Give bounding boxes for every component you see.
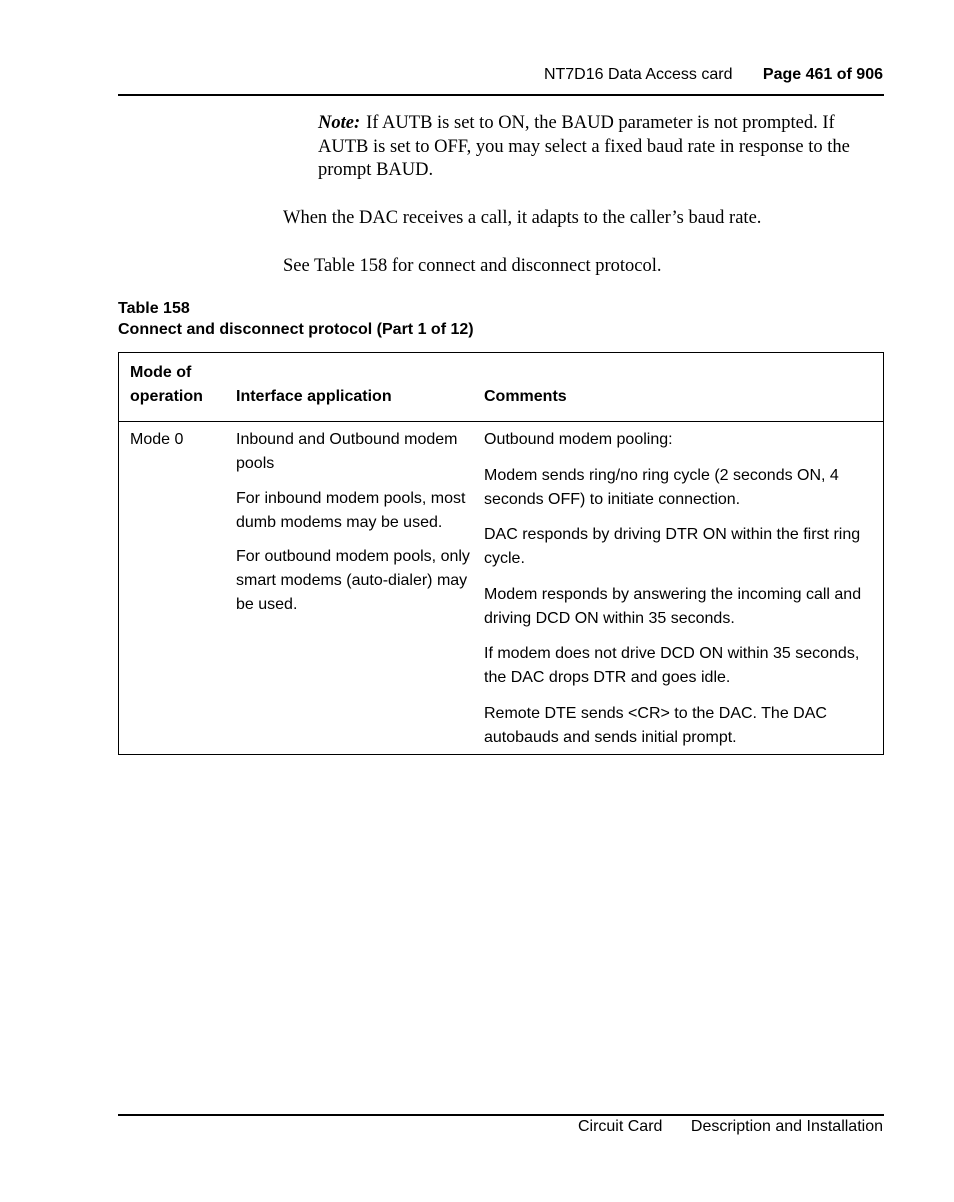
footer-divider bbox=[118, 1114, 884, 1116]
protocol-table bbox=[118, 352, 884, 755]
header-interface-application: Interface application bbox=[236, 388, 392, 405]
body-paragraph: See Table 158 for connect and disconnect protocol. bbox=[283, 256, 662, 276]
comment-paragraph: Remote DTE sends <CR> to the DAC. The DAC autobauds and sends initial prompt. bbox=[484, 704, 827, 746]
comment-paragraph: DAC responds by driving DTR ON within the first ring cycle. bbox=[484, 526, 861, 567]
table-caption bbox=[118, 298, 474, 340]
cell-mode bbox=[130, 428, 230, 463]
comment-paragraph: Modem sends ring/no ring cycle (2 seconds ON, 4 seconds OFF) to initiate connection. bbox=[484, 466, 839, 508]
header-mode-line2: operation bbox=[130, 388, 203, 405]
note-label: Note: bbox=[318, 113, 361, 133]
note-block bbox=[318, 112, 888, 183]
interface-paragraph: Inbound and Outbound modem pools bbox=[236, 431, 458, 472]
comment-paragraph: If modem does not drive DCD ON within 35 seconds, the DAC drops DTR and goes idle. bbox=[484, 645, 860, 686]
interface-paragraph: For outbound modem pools, only smart modems (auto-dialer) may be used. bbox=[236, 548, 470, 613]
note-text: If AUTB is set to ON, the BAUD parameter is not prompted. If AUTB is set to OFF, you may select a fixed baud rate in response to the prompt BAUD. bbox=[318, 113, 850, 180]
header-comments: Comments bbox=[484, 388, 567, 405]
mode-value: Mode 0 bbox=[130, 431, 184, 448]
document-title: NT7D16 Data Access card bbox=[543, 66, 733, 83]
comment-paragraph: Outbound modem pooling: bbox=[484, 431, 673, 448]
table-title: Connect and disconnect protocol (Part 1 of 12) bbox=[118, 321, 474, 338]
page-footer bbox=[578, 1118, 883, 1136]
body-paragraph: When the DAC receives a call, it adapts to the caller’s baud rate. bbox=[283, 208, 762, 228]
header-divider bbox=[118, 94, 884, 96]
table-number: Table 158 bbox=[118, 300, 190, 317]
header-mode-of-operation bbox=[130, 361, 203, 409]
footer-section: Circuit Card bbox=[577, 1118, 663, 1135]
cell-interface-application bbox=[236, 428, 474, 628]
cell-comments bbox=[484, 428, 876, 761]
interface-paragraph: For inbound modem pools, most dumb modems may be used. bbox=[236, 489, 466, 531]
header-mode-line1: Mode of bbox=[130, 364, 192, 381]
comment-paragraph: Modem responds by answering the incoming call and driving DCD ON within 35 seconds. bbox=[484, 585, 862, 627]
page-number: Page 461 of 906 bbox=[762, 66, 883, 83]
table-header-row bbox=[119, 353, 883, 422]
footer-book-title: Description and Installation bbox=[690, 1118, 883, 1135]
page-header bbox=[544, 66, 883, 84]
